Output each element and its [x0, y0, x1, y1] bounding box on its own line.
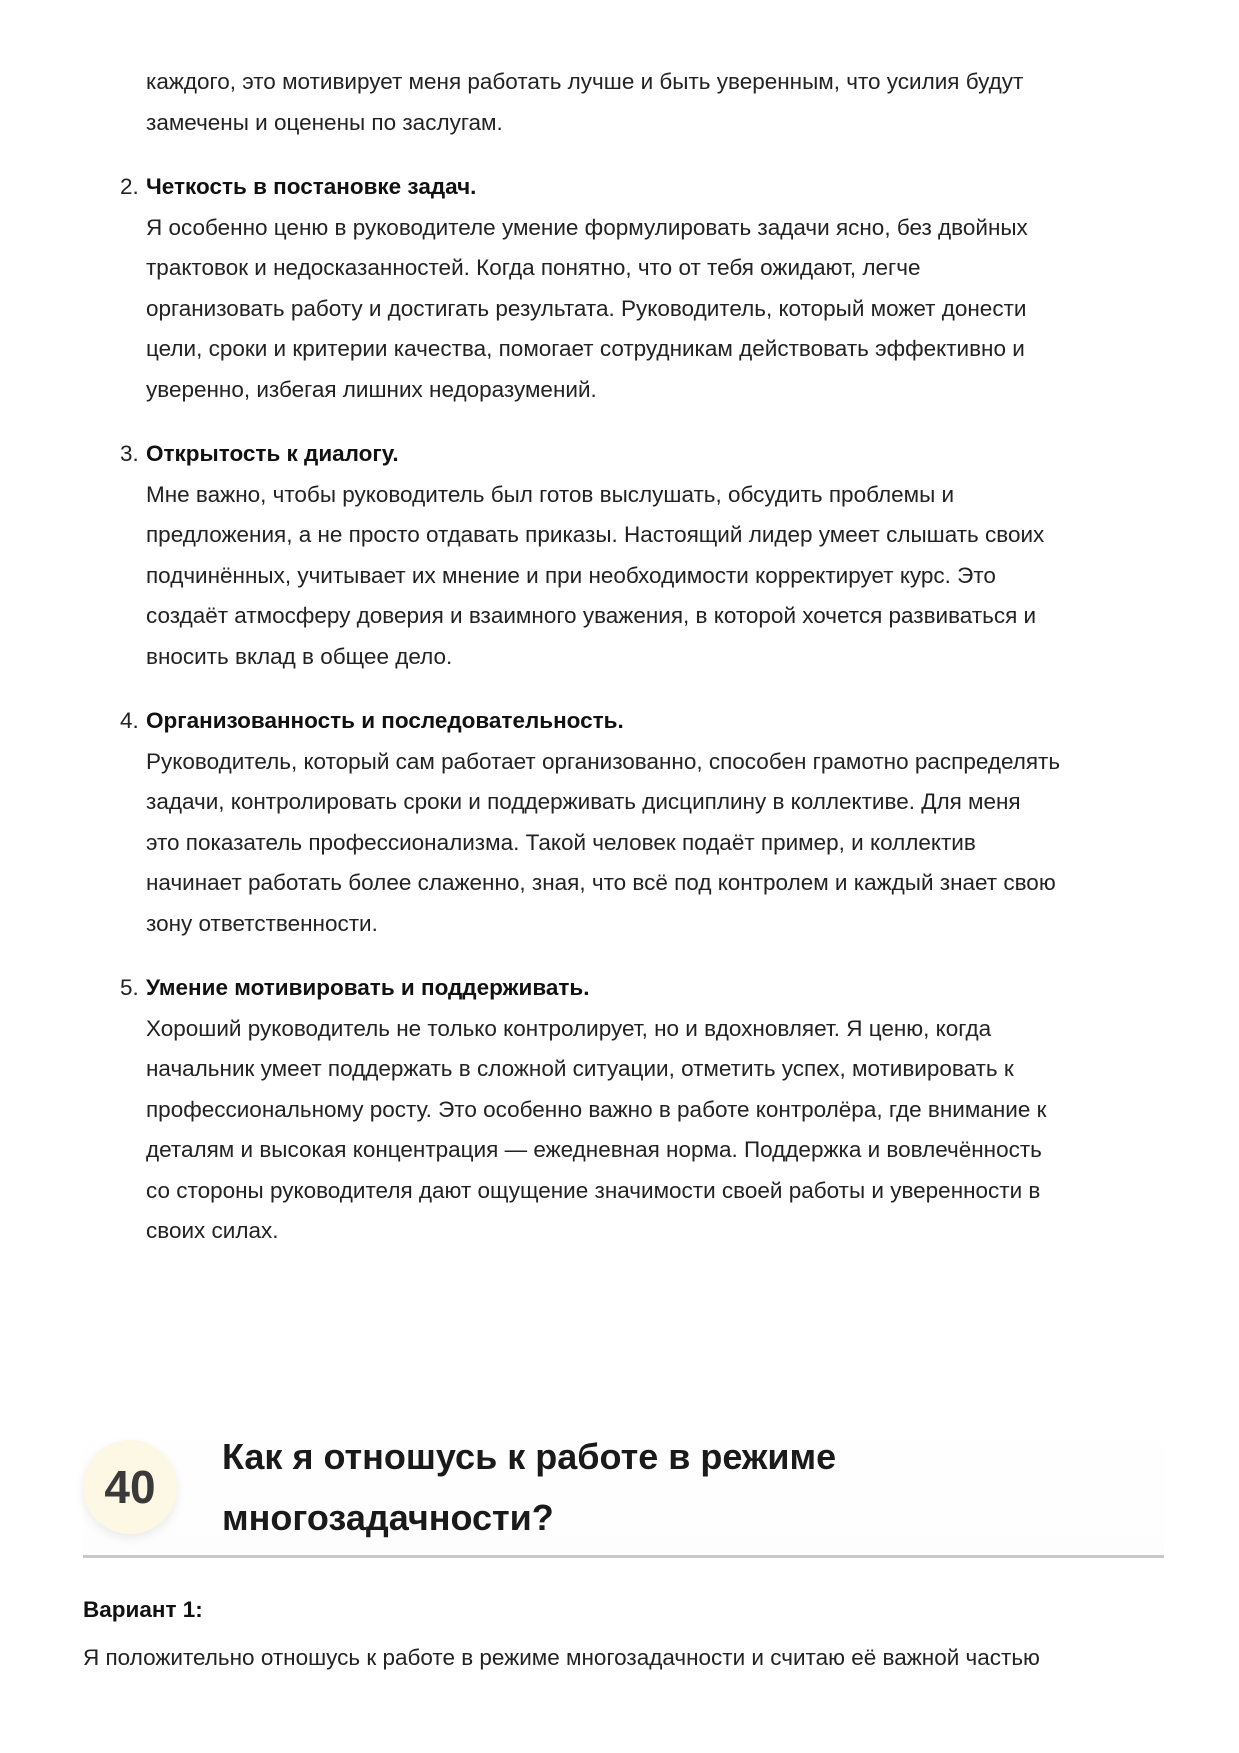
list-item-title: Четкость в постановке задач.: [146, 174, 477, 199]
paragraph-line: вносить вклад в общее дело.: [146, 643, 453, 669]
section-title: [222, 1426, 836, 1548]
paragraph-line: Руководитель, который сам работает организованно, способен грамотно распределять: [146, 748, 1061, 774]
paragraph-line: профессиональному росту. Это особенно важно в работе контролёра, где внимание к: [146, 1096, 1047, 1122]
paragraph-line: Я особенно ценю в руководителе умение формулировать задачи ясно, без двойных: [146, 214, 1028, 240]
intro-paragraph: [146, 62, 1176, 143]
paragraph-line: каждого, это мотивирует меня работать лучше и быть уверенным, что усилия будут: [146, 69, 1024, 94]
variant-label: Вариант 1:: [83, 1597, 203, 1622]
paragraph-line: создаёт атмосферу доверия и взаимного уважения, в которой хочется развиваться и: [146, 603, 1037, 628]
section-title-line: многозадачности?: [222, 1497, 554, 1538]
list-item-number: 2.: [120, 174, 139, 199]
list-item-number: 4.: [120, 708, 139, 733]
section-header: [83, 1420, 1164, 1558]
list-item: [120, 434, 1176, 677]
list-item-title: Организованность и последовательность.: [146, 708, 624, 733]
section-title-line: Как я отношусь к работе в режиме: [222, 1436, 837, 1477]
paragraph-line: своих силах.: [146, 1218, 279, 1243]
paragraph-line: замечены и оценены по заслугам.: [146, 109, 503, 135]
paragraph-line: уверенно, избегая лишних недоразумений.: [146, 376, 597, 402]
list-item: [120, 167, 1176, 410]
paragraph-line: организовать работу и достигать результата. Руководитель, который может донести: [146, 295, 1027, 321]
paragraph-line: предложения, а не просто отдавать приказы. Настоящий лидер умеет слышать своих: [146, 522, 1045, 547]
question-number-badge: 40: [83, 1440, 177, 1534]
paragraph-line: деталям и высокая концентрация — ежедневная норма. Поддержка и вовлечённость: [146, 1137, 1042, 1162]
numbered-list: [120, 62, 1176, 1252]
paragraph-line: Мне важно, чтобы руководитель был готов выслушать, обсудить проблемы и: [146, 481, 955, 507]
paragraph-line: цели, сроки и критерии качества, помогает сотрудникам действовать эффективно и: [146, 336, 1025, 361]
list-item-number: 5.: [120, 975, 139, 1000]
paragraph-line: со стороны руководителя дают ощущение значимости своей работы и уверенности в: [146, 1177, 1041, 1203]
variant-text: Я положительно отношусь к работе в режиме многозадачности и считаю её важной частью: [83, 1645, 1040, 1670]
paragraph-line: Хороший руководитель не только контролирует, но и вдохновляет. Я ценю, когда: [146, 1015, 992, 1041]
paragraph-line: трактовок и недосказанностей. Когда понятно, что от тебя ожидают, легче: [146, 255, 921, 280]
paragraph-line: подчинённых, учитывает их мнение и при необходимости корректирует курс. Это: [146, 562, 996, 588]
list-item-number: 3.: [120, 441, 139, 466]
list-item: [120, 701, 1176, 944]
paragraph-line: это показатель профессионализма. Такой человек подаёт пример, и коллектив: [146, 829, 976, 855]
list-item-title: Открытость к диалогу.: [146, 441, 399, 466]
paragraph-line: начальник умеет поддержать в сложной ситуации, отметить успех, мотивировать к: [146, 1056, 1014, 1081]
list-item-title: Умение мотивировать и поддерживать.: [146, 975, 590, 1000]
paragraph-line: начинает работать более слаженно, зная, что всё под контролем и каждый знает свою: [146, 870, 1056, 895]
paragraph-line: задачи, контролировать сроки и поддерживать дисциплину в коллективе. Для меня: [146, 789, 1021, 814]
paragraph-line: зону ответственности.: [146, 910, 378, 936]
list-item: [120, 968, 1176, 1252]
